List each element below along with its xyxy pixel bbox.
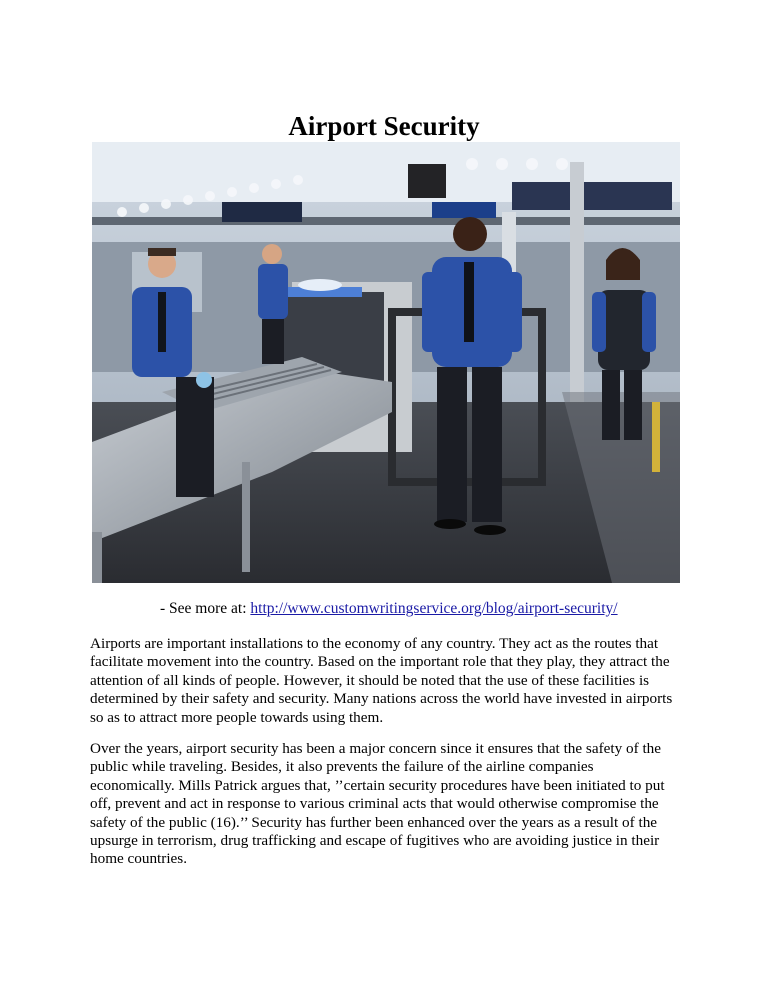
see-more-line [160, 599, 618, 619]
page-title: Airport Security [288, 111, 480, 142]
source-link[interactable]: http://www.customwritingservice.org/blog/airport-security/ [250, 600, 618, 617]
see-more-prefix: - See more at: [160, 600, 251, 617]
paragraph-2: Over the years, airport security has been a major concern since it ensures that the safety of the public while traveling. Besides, it also prevents the failure of the airline companies economically. Mills Patrick argues that, ’’certain security procedures have been initiated to put off, prevent and act in response to various criminal acts that would otherwise compromise the safety of the public (16).’’ Security has further been enhanced over the years as a result of the upsurge in terrorism, drug trafficking and escape of fugitives who are avoiding justice in their home countries. [90, 740, 665, 868]
paragraph-1: Airports are important installations to the economy of any country. They act as the routes that facilitate movement into the country. Based on the important role that they play, they attract the attention of all kinds of people. However, it should be noted that the use of these facilities is determined by their safety and security. Many nations across the world have invested in airports so as to attract more people towards using them. [90, 635, 673, 726]
airport-security-photo [92, 142, 680, 583]
photo-illustration [92, 142, 680, 583]
